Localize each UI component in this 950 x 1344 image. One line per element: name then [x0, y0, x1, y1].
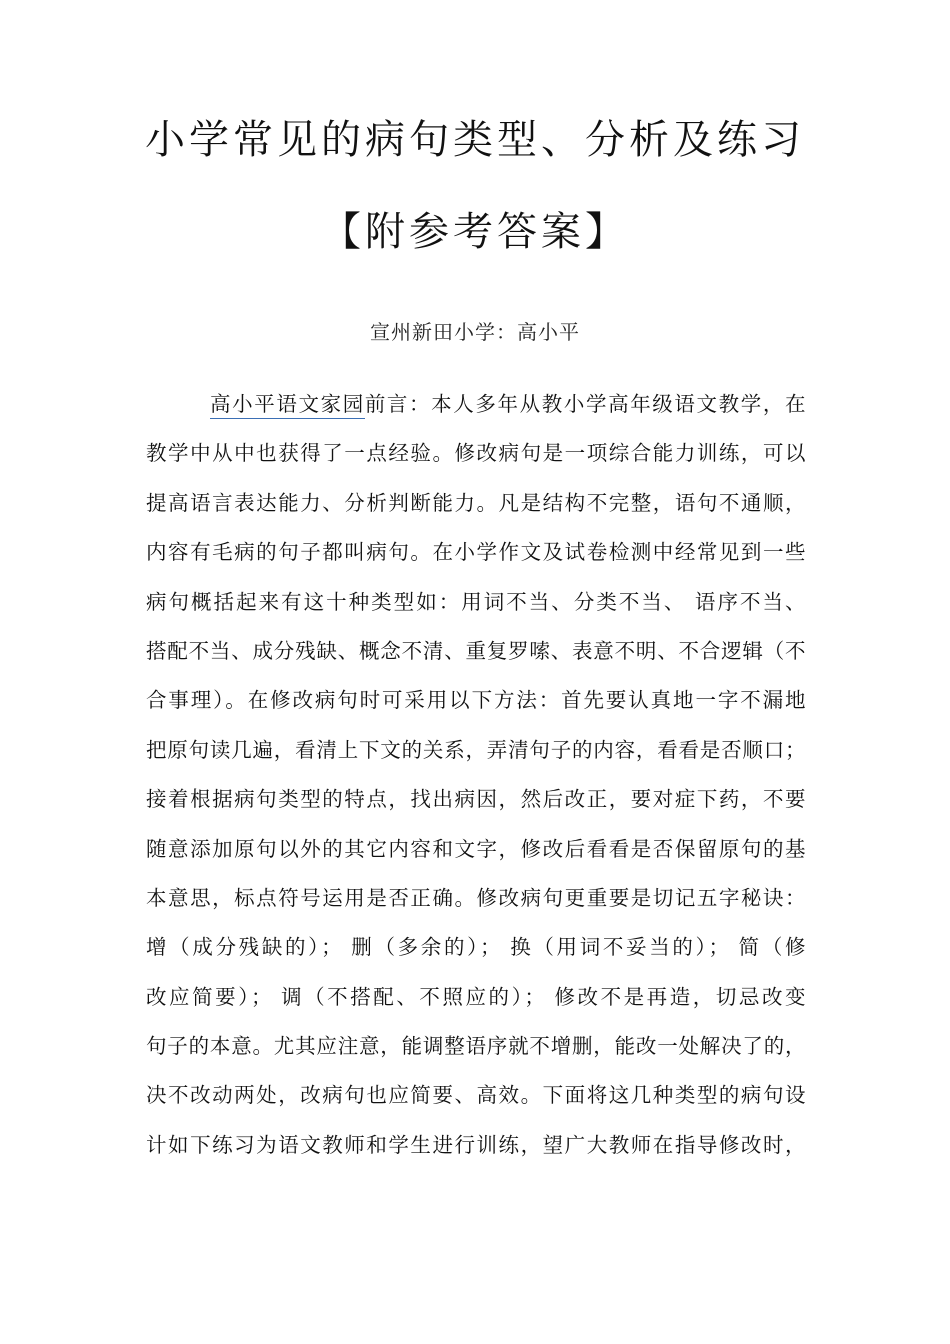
paragraph-line: 提高语言表达能力、分析判断能力。凡是结构不完整，语句不通顺， — [146, 490, 806, 515]
author-line: 宣州新田小学：高小平 — [370, 320, 580, 344]
paragraph-line: 改应简要）； 调（不搭配、不照应的）； 修改不是再造，切忌改变 — [146, 984, 806, 1009]
brand-link[interactable]: 高小平语文家园 — [210, 392, 365, 419]
paragraph-line: 增（成分残缺的）； 删（多余的）； 换（用词不妥当的）； 简（修 — [146, 935, 806, 960]
paragraph-line: 搭配不当、成分残缺、概念不清、重复罗嗦、表意不明、不合逻辑（不 — [146, 638, 806, 663]
document-subtitle: 【附参考答案】 — [321, 209, 629, 255]
paragraph-line: 内容有毛病的句子都叫病句。在小学作文及试卷检测中经常见到一些 — [146, 540, 806, 565]
paragraph-line: 病句概括起来有这十种类型如：用词不当、分类不当、 语序不当、 — [146, 589, 806, 614]
paragraph-line: 随意添加原句以外的其它内容和文字，修改后看看是否保留原句的基 — [146, 836, 806, 861]
paragraph-line: 句子的本意。尤其应注意，能调整语序就不增删，能改一处解决了的， — [146, 1034, 806, 1059]
paragraph-line: 合事理）。在修改病句时可采用以下方法：首先要认真地一字不漏地 — [146, 688, 806, 713]
paragraph-line: 把原句读几遍，看清上下文的关系，弄清句子的内容，看看是否顺口； — [146, 737, 806, 762]
line-text: 前言：本人多年从教小学高年级语文教学，在 — [364, 392, 807, 416]
paragraph-line: 本意思，标点符号运用是否正确。修改病句更重要是切记五字秘诀： — [146, 885, 806, 910]
paragraph-line: 教学中从中也获得了一点经验。修改病句是一项综合能力训练，可以 — [146, 441, 806, 466]
intro-paragraph — [146, 386, 806, 1176]
paragraph-line: 计如下练习为语文教师和学生进行训练，望广大教师在指导修改时， — [146, 1132, 806, 1157]
paragraph-line: 决不改动两处，改病句也应简要、高效。下面将这几种类型的病句设 — [146, 1083, 806, 1108]
document-title: 小学常见的病句类型、分析及练习 — [145, 117, 805, 163]
paragraph-line: 接着根据病句类型的特点，找出病因，然后改正，要对症下药，不要 — [146, 787, 806, 812]
paragraph-line — [146, 386, 806, 435]
